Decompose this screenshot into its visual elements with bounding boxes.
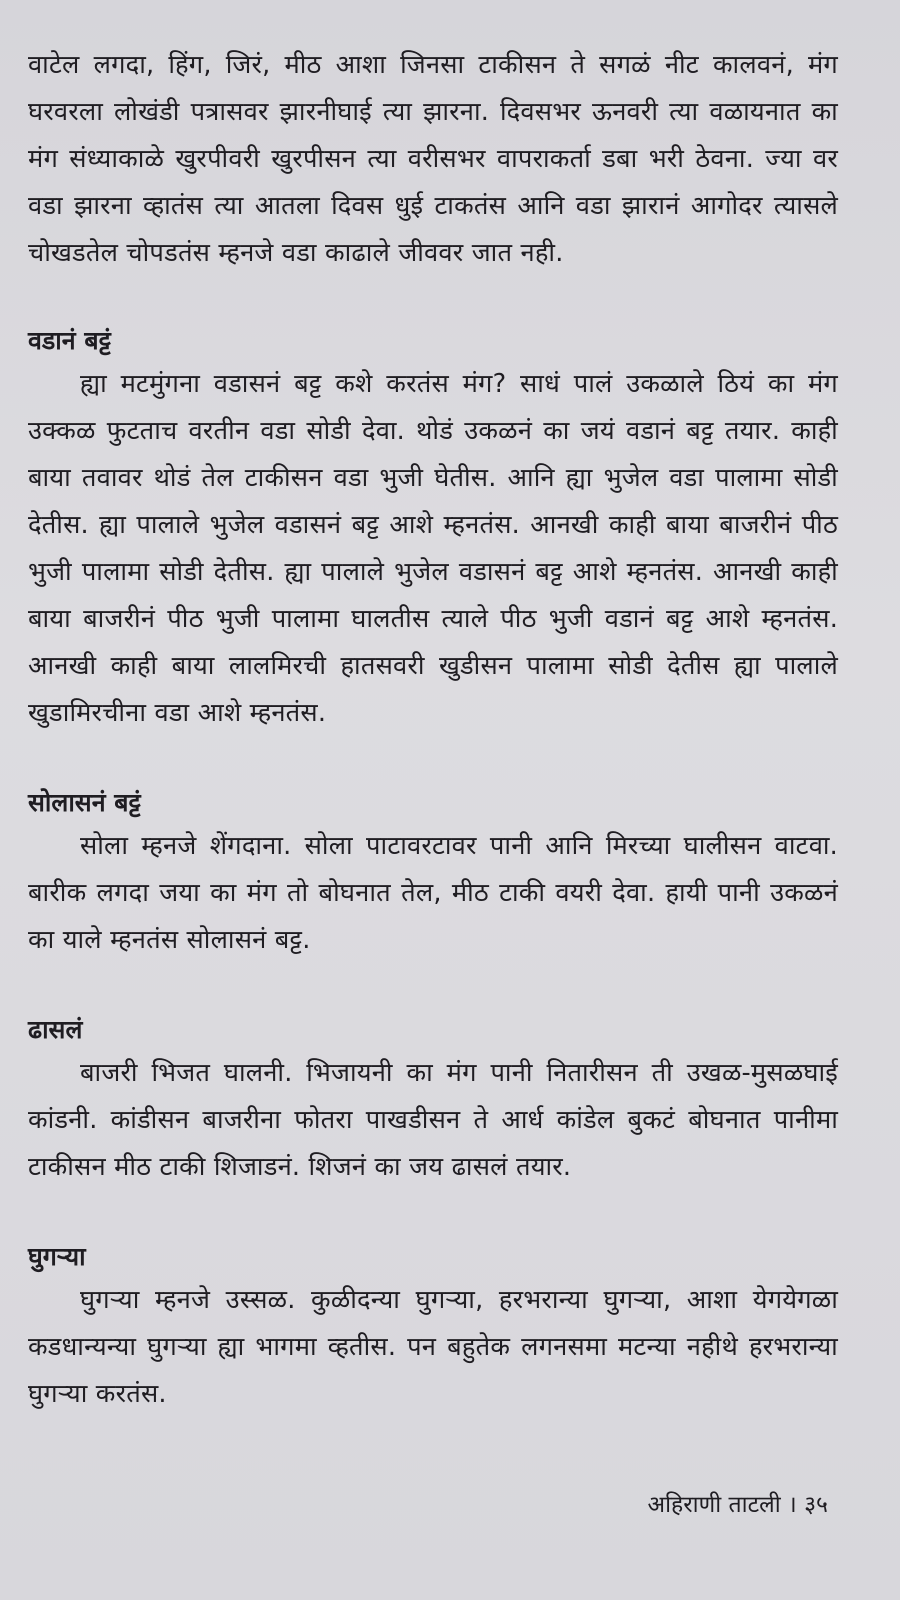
section-solas-batta — [28, 783, 838, 964]
section-heading: घुगऱ्या — [28, 1242, 86, 1271]
section-body: सोला म्हनजे शेंगदाना. सोला पाटावरटावर पानी आनि मिरच्या घालीसन वाटवा. बारीक लगदा जया का मंग तो बोघनात तेल, मीठ टाकी वयरी देवा. हायी पानी उकळनं का याले म्हनतंस सोलासनं बट्ट. — [28, 831, 838, 955]
section-heading: ढासलं — [28, 1015, 83, 1044]
intro-paragraph: वाटेल लगदा, हिंग, जिरं, मीठ आशा जिनसा टाकीसन ते सगळं नीट कालवनं, मंग घरवरला लोखंडी पत्रासवर झारनीघाई त्या झारना. दिवसभर ऊनवरी त्या वळायनात का मंग संध्याकाळे खुरपीवरी खुरपीसन त्या वरीसभर वापराकर्ता डबा भरी ठेवना. ज्या वर वडा झारना व्हातंस त्या आतला दिवस धुई टाकतंस आनि वडा झारानं आगोदर त्यासले चोखडतेल चोपडतंस म्हनजे वडा काढाले जीववर जात नही. — [28, 50, 838, 268]
section-body: घुगऱ्या म्हनजे उस्सळ. कुळीदन्या घुगऱ्या, हरभरान्या घुगऱ्या, आशा येगयेगळा कडधान्यन्या घुगऱ्या ह्या भागमा व्हतीस. पन बहुतेक लगनसमा मटन्या नहीथे हरभरान्या घुगऱ्या करतंस. — [28, 1285, 838, 1409]
section-ghugrya — [28, 1237, 838, 1418]
section-heading: सोलासनं बट्टं — [28, 788, 141, 817]
section-dhasala — [28, 1010, 838, 1191]
section-body: ह्या मटमुंगना वडासनं बट्ट कशे करतंस मंग? साधं पालं उकळाले ठियं का मंग उक्कळ फुटताच वरतीन वडा सोडी देवा. थोडं उकळनं का जयं वडानं बट्ट तयार. काही बाया तवावर थोडं तेल टाकीसन वडा भुजी घेतीस. आनि ह्या भुजेल वडा पालामा सोडी देतीस. ह्या पालाले भुजेल वडासनं बट्ट आशे म्हनतंस. आनखी काही बाया बाजरीनं पीठ भुजी पालामा सोडी देतीस. ह्या पालाले भुजेल वडासनं बट्ट आशे म्हनतंस. आनखी काही बाया बाजरीनं पीठ भुजी पालामा घालतीस त्याले पीठ भुजी वडानं बट्ट आशे म्हनतंस. आनखी काही बाया लालमिरची हातसवरी खुडीसन पालामा सोडी देतीस ह्या पालाले खुडामिरचीना वडा आशे म्हनतंस. — [28, 369, 838, 728]
section-heading: वडानं बट्टं — [28, 326, 111, 355]
page-footer: अहिराणी ताटली । ३५ — [647, 1492, 828, 1518]
section-vada-batta — [28, 321, 838, 737]
section-body: बाजरी भिजत घालनी. भिजायनी का मंग पानी नितारीसन ती उखळ-मुसळघाई कांडनी. कांडीसन बाजरीना फोतरा पाखडीसन ते आर्ध कांडेल बुकटं बोघनात पानीमा टाकीसन मीठ टाकी शिजाडनं. शिजनं का जय ढासलं तयार. — [28, 1058, 838, 1182]
